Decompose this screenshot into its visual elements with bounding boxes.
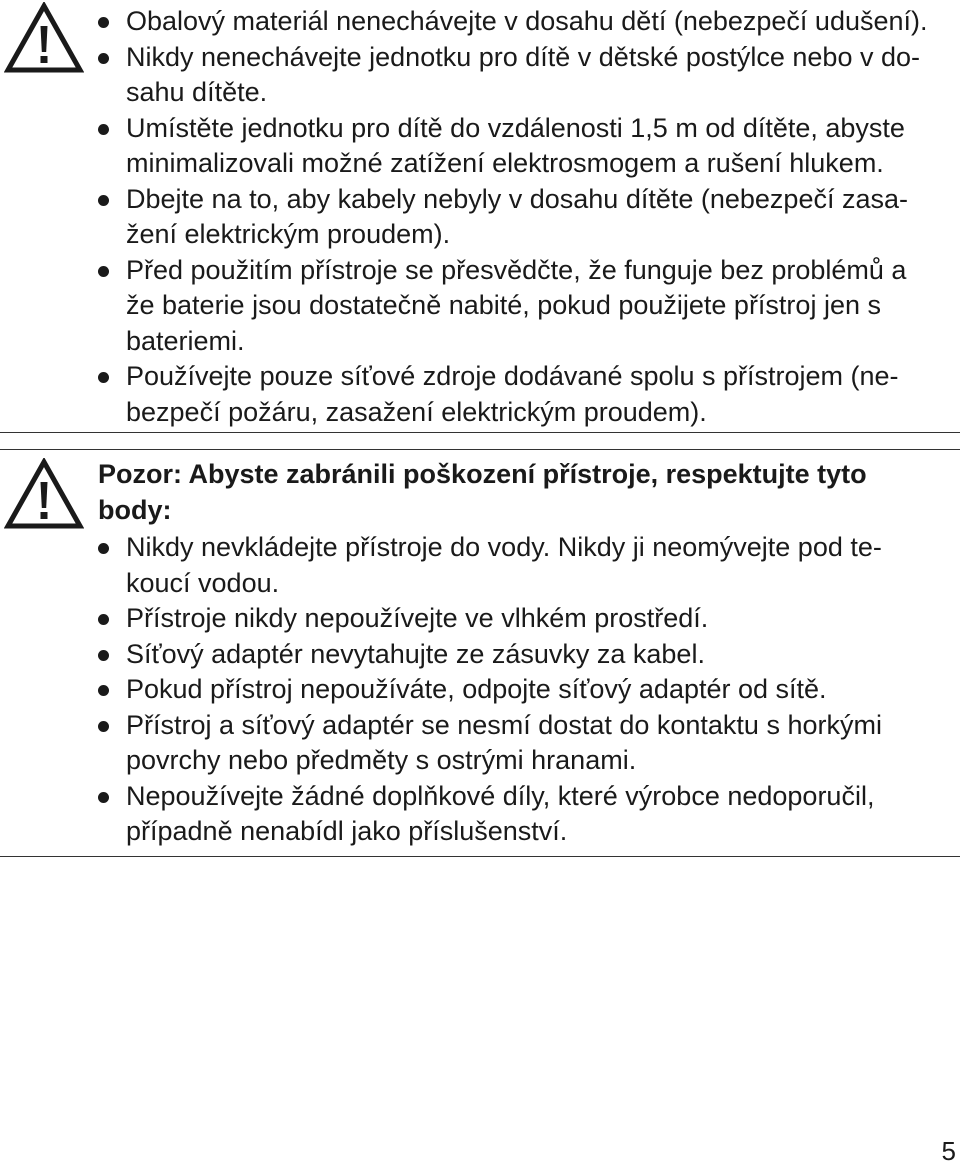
list-item <box>98 779 948 850</box>
list-item <box>98 182 948 253</box>
bullet-icon <box>98 124 109 135</box>
list-item-text: Nepoužívejte žádné doplňkové díly, které výrobce nedoporučil, případně nenabídl jako příslušenství. <box>126 780 875 846</box>
list-item <box>98 601 948 637</box>
list-item <box>98 40 948 111</box>
list-item-text: Dbejte na to, aby kabely nebyly v dosahu dítěte (nebezpečí zasa- žení elektrickým proudem). <box>126 183 908 249</box>
list-item <box>98 253 948 360</box>
device-care-list <box>98 530 948 850</box>
safety-warnings-list <box>98 4 948 430</box>
bullet-icon <box>98 543 109 554</box>
safety-warnings-section <box>98 4 948 430</box>
bullet-icon <box>98 17 109 28</box>
list-item-text: Přístroje nikdy nepoužívejte ve vlhkém prostředí. <box>126 603 709 633</box>
list-item <box>98 708 948 779</box>
bullet-icon <box>98 266 109 277</box>
list-item <box>98 672 948 708</box>
list-item <box>98 637 948 673</box>
list-item-text: Pokud přístroj nepoužíváte, odpojte síťový adaptér od sítě. <box>126 674 827 704</box>
divider-line <box>0 432 960 433</box>
bullet-icon <box>98 792 109 803</box>
warning-triangle-icon <box>4 2 84 74</box>
page-number: 5 <box>941 1136 956 1166</box>
bullet-icon <box>98 195 109 206</box>
warning-triangle-icon <box>4 458 84 530</box>
list-item <box>98 359 948 430</box>
list-item-text: Přístroj a síťový adaptér se nesmí dostat do kontaktu s horkými povrchy nebo předměty s ostrými hranami. <box>126 709 882 775</box>
list-item-text: Obalový materiál nenechávejte v dosahu dětí (nebezpečí udušení). <box>126 6 928 36</box>
divider-line <box>0 449 960 450</box>
bullet-icon <box>98 614 109 625</box>
list-item-text: Nikdy nevkládejte přístroje do vody. Nikdy ji neomývejte pod te- koucí vodou. <box>126 532 882 598</box>
bullet-icon <box>98 685 109 696</box>
caution-heading: Pozor: Abyste zabránili poškození přístroje, respektujte tyto body: <box>98 459 867 525</box>
device-care-section <box>98 456 948 850</box>
bullet-icon <box>98 53 109 64</box>
list-item-text: Nikdy nenechávejte jednotku pro dítě v dětské postýlce nebo v do- sahu dítěte. <box>126 41 920 107</box>
bullet-icon <box>98 721 109 732</box>
bullet-icon <box>98 650 109 661</box>
list-item <box>98 4 948 40</box>
list-item-text: Umístěte jednotku pro dítě do vzdálenosti 1,5 m od dítěte, abyste minimalizovali možné zatížení elektrosmogem a rušení hlukem. <box>126 112 905 178</box>
list-item <box>98 530 948 601</box>
list-item-text: Síťový adaptér nevytahujte ze zásuvky za kabel. <box>126 638 705 669</box>
list-item-text: Před použitím přístroje se přesvědčte, že funguje bez problémů a že baterie jsou dostatečně nabité, pokud použijete přístroj jen s bateriemi. <box>126 254 907 356</box>
bullet-icon <box>98 372 109 383</box>
divider-line <box>0 856 960 857</box>
list-item <box>98 111 948 182</box>
list-item-text: Používejte pouze síťové zdroje dodávané spolu s přístrojem (ne- bezpečí požáru, zasažení elektrickým proudem). <box>126 361 899 427</box>
